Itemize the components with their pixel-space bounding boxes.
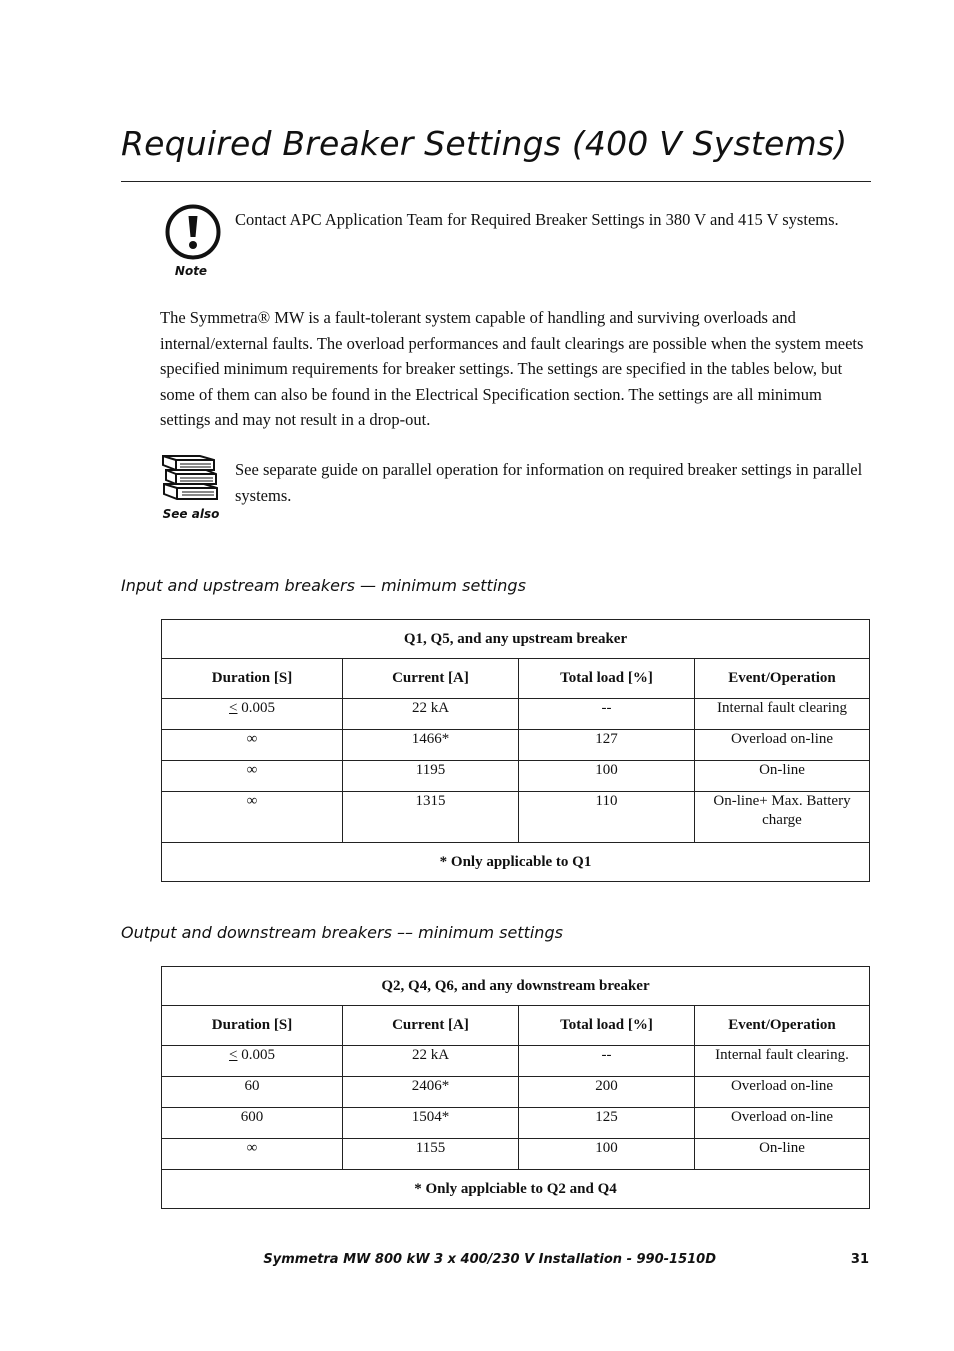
current-cell: 22 kA [343,699,519,730]
note-icon-label: Note [174,264,208,278]
less-equal-symbol: < [229,700,238,716]
column-header: Current [A] [343,1006,519,1046]
see-also-text: See separate guide on parallel operation for information on required breaker settings in parallel systems. [235,460,863,505]
input-section-heading: Input and upstream breakers — minimum settings [121,576,526,595]
see-also-icon-label: See also [162,507,220,521]
event-cell: Overload on-line [695,1108,870,1139]
event-cell: Internal fault clearing. [695,1046,870,1077]
load-cell: 125 [519,1108,695,1139]
less-equal-symbol: < [229,1047,238,1063]
current-cell: 1155 [343,1139,519,1170]
input-breaker-table [161,619,870,882]
current-cell: 1504* [343,1108,519,1139]
load-cell: 100 [519,761,695,792]
table-row [162,1077,870,1108]
current-cell: 1315 [343,792,519,843]
title-divider [121,181,871,182]
load-cell: -- [519,1046,695,1077]
table-caption: Q2, Q4, Q6, and any downstream breaker [162,967,870,1006]
load-cell: 100 [519,1139,695,1170]
current-cell: 1466* [343,730,519,761]
load-cell: 127 [519,730,695,761]
event-cell: Overload on-line [695,1077,870,1108]
duration-cell: ∞ [162,761,343,792]
table-row [162,699,870,730]
column-header: Total load [%] [519,659,695,699]
event-cell: On-line [695,761,870,792]
table-caption: Q1, Q5, and any upstream breaker [162,620,870,659]
table-row [162,761,870,792]
table-row [162,1108,870,1139]
table-row [162,730,870,761]
output-section-heading: Output and downstream breakers –– minimum settings [121,923,563,942]
table-row [162,1046,870,1077]
event-cell: On-line [695,1139,870,1170]
books-icon [160,452,222,504]
current-cell: 22 kA [343,1046,519,1077]
footer-page-number: 31 [850,1252,869,1267]
table-row [162,792,870,843]
table-footnote: * Only applciable to Q2 and Q4 [162,1170,870,1209]
column-header: Duration [S] [162,659,343,699]
note-icon-block [158,203,224,278]
page-title: Required Breaker Settings (400 V Systems) [121,124,848,163]
column-header: Current [A] [343,659,519,699]
duration-cell: 600 [162,1108,343,1139]
current-cell: 1195 [343,761,519,792]
table-row [162,1139,870,1170]
duration-cell: ∞ [162,1139,343,1170]
duration-cell: < 0.005 [162,1046,343,1077]
load-cell: 200 [519,1077,695,1108]
event-cell: Internal fault clearing [695,699,870,730]
exclamation-note-icon [161,203,221,261]
note-text: Contact APC Application Team for Required Breaker Settings in 380 V and 415 V systems. [235,210,839,229]
see-also-icon-block [158,452,224,521]
duration-cell: ∞ [162,792,343,843]
load-cell: -- [519,699,695,730]
load-cell: 110 [519,792,695,843]
event-cell: Overload on-line [695,730,870,761]
intro-paragraph: The Symmetra® MW is a fault-tolerant system capable of handling and surviving overloads and internal/external faults. The overload performances and fault clearings are possible when the system meets specified minimum requirements for breaker settings. The settings are specified in the tables below, but some of them can also be found in the Electrical Specification section. The settings are all minimum settings and may not result in a drop-out. [160,308,864,430]
table-footnote: * Only applicable to Q1 [162,843,870,882]
duration-cell: 60 [162,1077,343,1108]
output-breaker-table [161,966,870,1209]
duration-cell: < 0.005 [162,699,343,730]
footer-document-title: Symmetra MW 800 kW 3 x 400/230 V Installation - 990-1510D [263,1252,716,1267]
column-header: Event/Operation [695,659,870,699]
current-cell: 2406* [343,1077,519,1108]
column-header: Event/Operation [695,1006,870,1046]
column-header: Total load [%] [519,1006,695,1046]
event-cell: On-line+ Max. Battery charge [695,792,870,843]
duration-cell: ∞ [162,730,343,761]
column-header: Duration [S] [162,1006,343,1046]
